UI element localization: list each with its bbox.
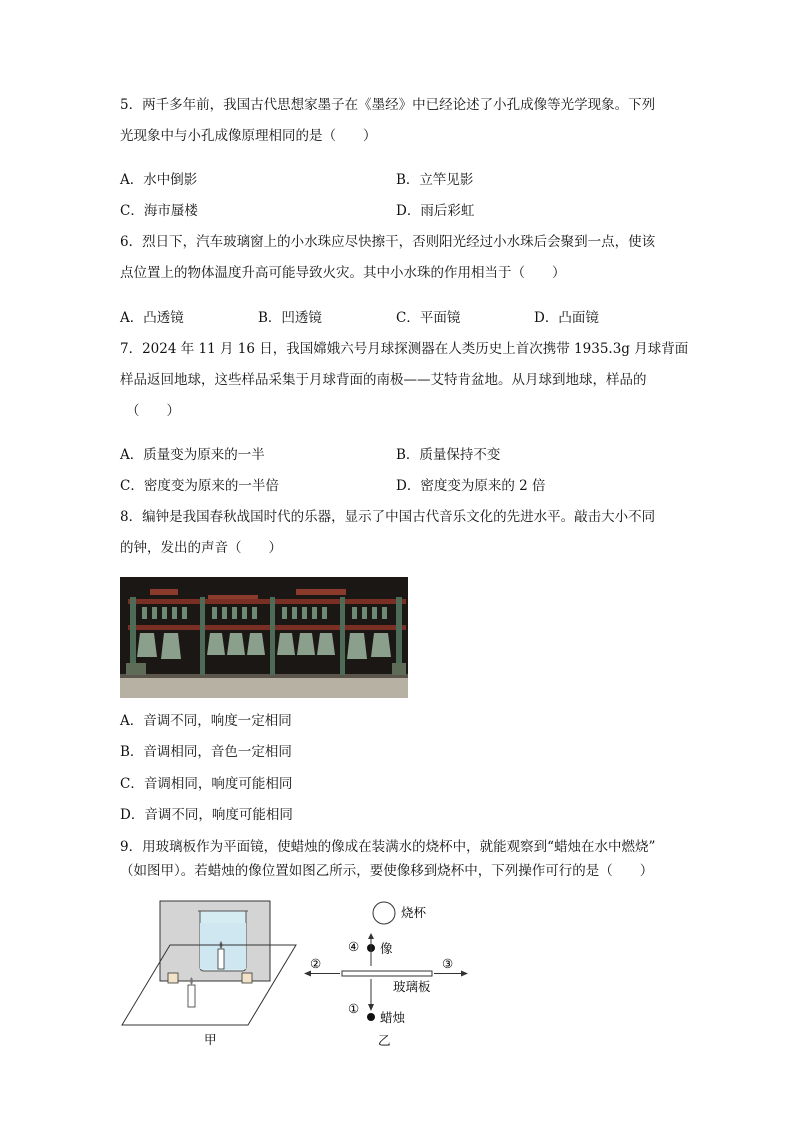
q8-stem-line1: 8．编钟是我国春秋战国时代的乐器，显示了中国古代音乐文化的先进水平。敲击大小不同 bbox=[120, 509, 656, 525]
figure-jia-label: 甲 bbox=[204, 1032, 217, 1047]
q5-option-d: D．雨后彩虹 bbox=[396, 203, 475, 219]
direction-2-label: ② bbox=[310, 956, 322, 971]
q6-option-d: D．凸面镜 bbox=[534, 310, 599, 326]
q5-stem-line2: 光现象中与小孔成像原理相同的是（ ） bbox=[120, 128, 377, 144]
direction-3-label: ③ bbox=[442, 956, 454, 971]
q6-option-b: B．凹透镜 bbox=[258, 310, 322, 326]
q9-stem-line1: 9．用玻璃板作为平面镜，使蜡烛的像成在装满水的烧杯中，就能观察到“蜡烛在水中燃烧” bbox=[120, 839, 656, 855]
q7-option-c: C．密度变为原来的一半倍 bbox=[120, 478, 279, 494]
direction-1-label: ① bbox=[348, 1001, 360, 1016]
q8-option-b: B．音调相同，音色一定相同 bbox=[120, 744, 292, 760]
q9-stem-line2: （如图甲）。若蜡烛的像位置如图乙所示，要使像移到烧杯中，下列操作可行的是（ ） bbox=[120, 863, 654, 879]
q7-stem-line3: （ ） bbox=[126, 403, 180, 419]
q5-option-b: B．立竿见影 bbox=[396, 172, 474, 188]
beaker-label: 烧杯 bbox=[401, 905, 427, 920]
q8-option-c: C．音调相同，响度可能相同 bbox=[120, 776, 293, 792]
q7-option-a: A．质量变为原来的一半 bbox=[120, 447, 265, 463]
q5-option-a: A．水中倒影 bbox=[120, 172, 198, 188]
q5-stem-line1: 5．两千多年前，我国古代思想家墨子在《墨经》中已经论述了小孔成像等光学现象。下列 bbox=[120, 97, 656, 113]
q8-stem-line2: 的钟，发出的声音（ ） bbox=[120, 540, 282, 556]
figure-yi-label: 乙 bbox=[378, 1033, 391, 1048]
candle-label: 蜡烛 bbox=[380, 1010, 406, 1025]
q8-option-d: D．音调不同，响度可能相同 bbox=[120, 807, 293, 823]
q7-option-d: D．密度变为原来的 2 倍 bbox=[396, 478, 546, 494]
figure-jia-drawing bbox=[122, 901, 296, 1025]
q6-option-c: C．平面镜 bbox=[396, 310, 461, 326]
q7-stem-line2: 样品返回地球，这些样品采集于月球背面的南极——艾特肯盆地。从月球到地球，样品的 bbox=[120, 372, 647, 388]
q8-option-a: A．音调不同，响度一定相同 bbox=[120, 713, 292, 729]
q7-option-b: B．质量保持不变 bbox=[396, 447, 501, 463]
q7-stem-line1: 7．2024 年 11 月 16 日，我国嫦娥六号月球探测器在人类历史上首次携带 1935.3g 月球背面 bbox=[120, 341, 689, 357]
glass-plate-label: 玻璃板 bbox=[393, 979, 431, 994]
q6-stem-line2: 点位置上的物体温度升高可能导致火灾。其中小水珠的作用相当于（ ） bbox=[120, 265, 566, 281]
bianzhong-photo bbox=[120, 577, 408, 698]
q9-figure bbox=[118, 893, 478, 1053]
q5-option-c: C．海市蜃楼 bbox=[120, 203, 198, 219]
q6-option-a: A．凸透镜 bbox=[120, 310, 184, 326]
image-label: 像 bbox=[380, 941, 393, 956]
q6-stem-line1: 6．烈日下，汽车玻璃窗上的小水珠应尽快擦干，否则阳光经过小水珠后会聚到一点，使该 bbox=[120, 234, 656, 250]
direction-4-label: ④ bbox=[348, 939, 360, 954]
